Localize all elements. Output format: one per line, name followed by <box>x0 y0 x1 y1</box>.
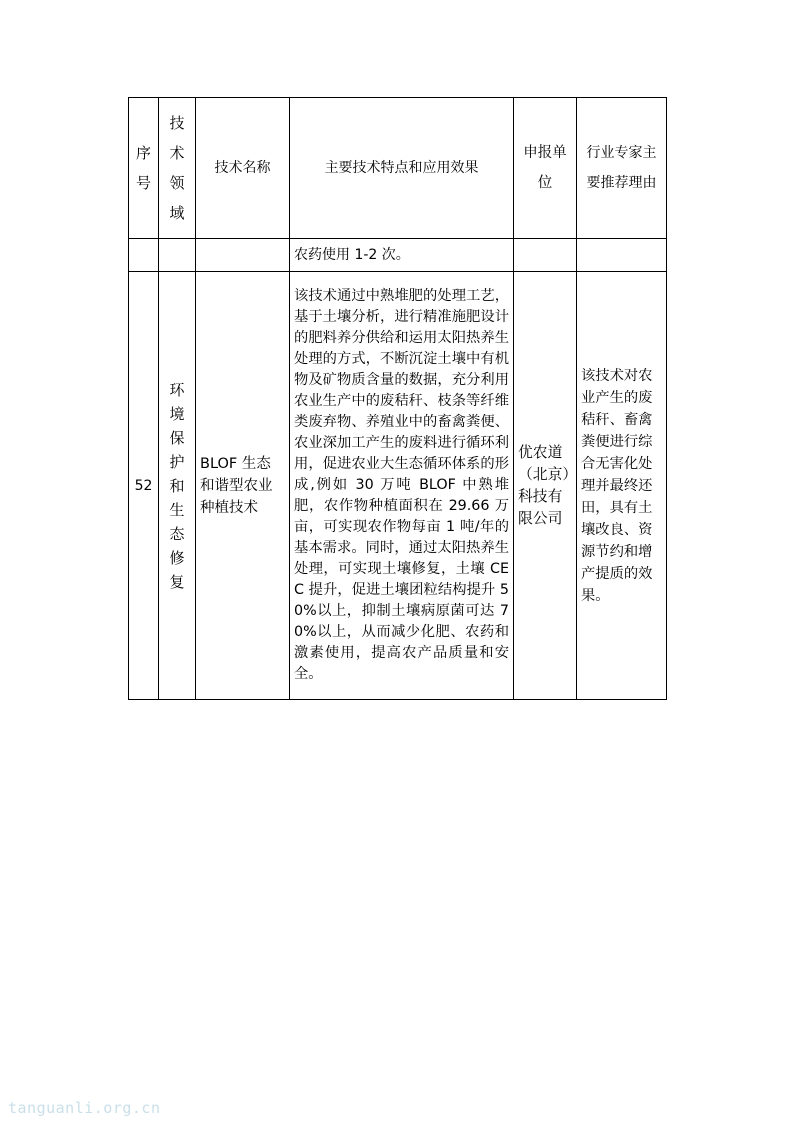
row-seq-value: 52 <box>134 477 153 494</box>
table-cell <box>159 239 196 272</box>
header-name-label: 技术名称 <box>214 160 271 176</box>
row-features-value: 该技术通过中熟堆肥的处理工艺，基于土壤分析，进行精准施肥设计的肥料养分供给和运用太阳热养生处理的方式，不断沉淀土壤中有机物及矿物质含量的数据，充分利用农业生产中的废秸秆、枝条等纤维类废弃物、养殖业中的畜禽粪便、农业深加工产生的废料进行循环利用，促进农业大生态循环体系的形成,例如 30 万吨 BLOF 中熟堆肥，农作物种植面积在 29.66 万亩，可实现农作物每亩 1 吨/年的基本需求。同时，通过太阳热养生处理，可实现土壤修复，土壤 CEC 提升，促进土壤团粒结构提升 50%以上，抑制土壤病原菌可达 70%以上，从而减少化肥、农药和激素使用，提高农产品质量和安全。 <box>294 288 509 682</box>
table-cell <box>290 239 514 272</box>
table-cell <box>129 239 159 272</box>
table-row <box>129 272 667 700</box>
header-unit <box>514 98 577 239</box>
row-features <box>290 272 514 700</box>
header-field-label: 技术领域 <box>169 114 185 222</box>
header-unit-label: 申报单位 <box>523 145 567 191</box>
header-features-label: 主要技术特点和应用效果 <box>324 160 479 176</box>
table-cell <box>577 239 667 272</box>
row-seq <box>129 272 159 700</box>
header-reason <box>577 98 667 239</box>
row-unit-value: 优农道（北京）科技有限公司 <box>518 443 570 527</box>
table-cell <box>196 239 290 272</box>
row-field <box>159 272 196 700</box>
header-seq <box>129 98 159 239</box>
header-features <box>290 98 514 239</box>
row-name <box>196 272 290 700</box>
header-row <box>129 98 667 239</box>
header-field <box>159 98 196 239</box>
table-cell <box>514 239 577 272</box>
technology-table <box>128 97 667 700</box>
row-reason <box>577 272 667 700</box>
continuation-row <box>129 239 667 272</box>
row-reason-value: 该技术对农业产生的废秸秆、畜禽粪便进行综合无害化处理并最终还田，具有土壤改良、资源节约和增产提质的效果。 <box>581 367 653 604</box>
row-name-value: BLOF 生态和谐型农业种植技术 <box>200 455 273 516</box>
header-name <box>196 98 290 239</box>
row-field-value: 环境保护和生态修复 <box>169 380 185 591</box>
watermark-text: tanguanli.org.cn <box>8 1099 161 1117</box>
continuation-features: 农药使用 1-2 次。 <box>294 247 410 263</box>
header-reason-label: 行业专家主要推荐理由 <box>586 145 657 191</box>
header-seq-label: 序号 <box>135 144 151 192</box>
row-unit <box>514 272 577 700</box>
